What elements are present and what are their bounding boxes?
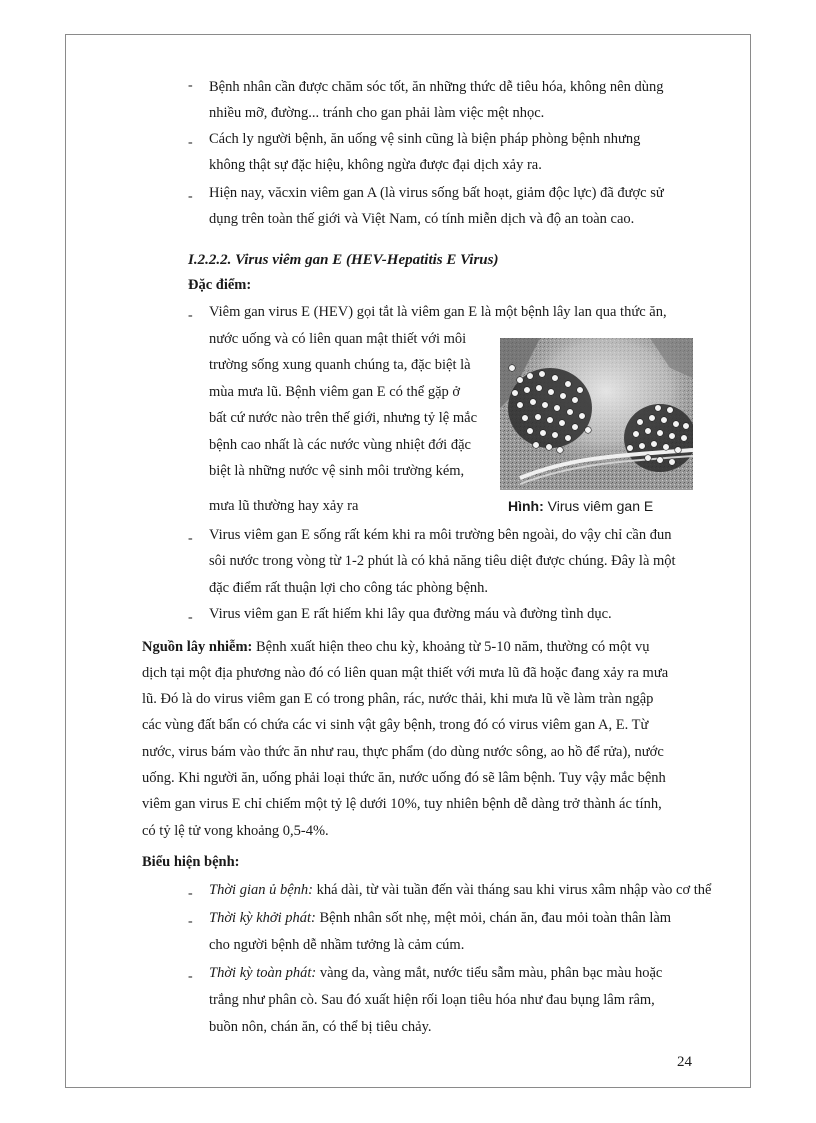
bullet-dash: - — [188, 914, 193, 929]
text-line: các vùng đất bẩn có chứa các vi sinh vật gây bệnh, trong đó có virus viêm gan A, E. Từ — [142, 717, 649, 733]
symptom-line — [209, 881, 711, 899]
source-text: Bệnh xuất hiện theo chu kỳ, khoảng từ 5-10 năm, thường có một vụ — [252, 639, 650, 655]
symptom-term: Thời kỳ toàn phát: — [209, 965, 317, 981]
symptom-term: Thời kỳ khởi phát: — [209, 910, 316, 926]
text-line: có tỷ lệ tử vong khoảng 0,5-4%. — [142, 823, 329, 839]
symptom-text: khá dài, từ vài tuần đến vài tháng sau khi virus xâm nhập vào cơ thể — [313, 882, 712, 898]
text-line: Hiện nay, văcxin viêm gan A (là virus sống bất hoạt, giảm độc lực) đã được sử — [209, 185, 664, 201]
text-line: cho người bệnh dễ nhầm tưởng là cảm cúm. — [209, 937, 465, 953]
text-line: Viêm gan virus E (HEV) gọi tắt là viêm gan E là một bệnh lây lan qua thức ăn, — [209, 304, 667, 320]
text-line: lũ. Đó là do virus viêm gan E có trong phân, rác, nước thải, khi mưa lũ về làm tràn ngập — [142, 691, 654, 707]
text-line: Bệnh nhân cần được chăm sóc tốt, ăn những thức dễ tiêu hóa, không nên dùng — [209, 79, 664, 95]
bullet-dash: - — [188, 135, 193, 150]
bullet-dash: - — [188, 531, 193, 546]
symptom-text: vàng da, vàng mắt, nước tiểu sẫm màu, phân bạc màu hoặc — [316, 965, 663, 981]
text-line: Cách ly người bệnh, ăn uống vệ sinh cũng là biện pháp phòng bệnh nhưng — [209, 131, 641, 147]
figure-caption — [508, 497, 653, 515]
text-line: trường sống xung quanh chúng ta, đặc biệt là — [209, 357, 471, 373]
text-line: đặc điểm rất thuận lợi cho công tác phòng bệnh. — [209, 580, 489, 596]
source-label: Nguồn lây nhiễm: — [142, 639, 253, 655]
text-line: sôi nước trong vòng từ 1-2 phút là có khả năng tiêu diệt được chúng. Đây là một — [209, 553, 676, 569]
features-label: Đặc điểm: — [188, 277, 252, 293]
text-line: nước, virus bám vào thức ăn như rau, thực phẩm (do dùng nước sông, ao hồ để rửa), nước — [142, 744, 664, 760]
symptom-term: Thời gian ủ bệnh: — [209, 882, 313, 898]
section-heading: I.2.2.2. Virus viêm gan E (HEV-Hepatitis E Virus) — [188, 252, 499, 268]
symptom-text: Bệnh nhân sốt nhẹ, mệt mỏi, chán ăn, đau mỏi toàn thân làm — [315, 910, 672, 926]
text-line: dụng trên toàn thế giới và Việt Nam, có tính miễn dịch và độ an toàn cao. — [209, 211, 635, 227]
text-line: bệnh cao nhất là các nước vùng nhiệt đới đặc — [209, 437, 471, 453]
text-line: Virus viêm gan E sống rất kém khi ra môi trường bên ngoài, do vậy chỉ cần đun — [209, 527, 672, 543]
bullet-dash: - — [188, 189, 193, 204]
bullet-dash: - — [188, 969, 193, 984]
symptoms-label: Biểu hiện bệnh: — [142, 854, 240, 870]
text-line: trắng như phân cò. Sau đó xuất hiện rối loạn tiêu hóa như đau bụng lâm râm, — [209, 992, 655, 1008]
bullet-dash: - — [188, 308, 193, 323]
text-line: viêm gan virus E chỉ chiếm một tỷ lệ dưới 10%, tuy nhiên bệnh dễ dàng trở thành ác tính, — [142, 796, 662, 812]
text-line: bất cứ nước nào trên thế giới, nhưng tỷ lệ mắc — [209, 410, 478, 426]
symptom-line — [209, 909, 671, 927]
symptom-line — [209, 964, 662, 982]
text-line: mưa lũ thường hay xảy ra — [209, 498, 359, 514]
caption-text: Virus viêm gan E — [543, 498, 654, 514]
text-line: uống. Khi người ăn, uống phải loại thức ăn, nước uống đó sẽ lâm bệnh. Tuy vậy mắc bệnh — [142, 770, 666, 786]
virus-micrograph — [500, 338, 693, 490]
text-line: dịch tại một địa phương nào đó có liên quan mật thiết với mưa lũ đã hoặc đang xảy ra mưa — [142, 665, 669, 681]
bullet-dash: - — [188, 886, 193, 901]
text-line: biệt là những nước vệ sinh môi trường kém, — [209, 463, 465, 479]
bullet-dash: - — [188, 610, 193, 625]
text-line: buồn nôn, chán ăn, có thể bị tiêu chảy. — [209, 1019, 432, 1035]
page-number: 24 — [677, 1054, 692, 1070]
caption-label: Hình: — [508, 498, 544, 514]
text-line: Virus viêm gan E rất hiếm khi lây qua đường máu và đường tình dục. — [209, 606, 612, 622]
bullet-dash: - — [188, 78, 193, 93]
text-line: không thật sự đặc hiệu, không ngừa được đại dịch xảy ra. — [209, 157, 542, 173]
source-paragraph-line — [142, 638, 650, 656]
text-line: nước uống và có liên quan mật thiết với môi — [209, 331, 467, 347]
text-line: nhiều mỡ, đường... tránh cho gan phải làm việc mệt nhọc. — [209, 105, 545, 121]
text-line: mùa mưa lũ. Bệnh viêm gan E có thể gặp ở — [209, 384, 461, 400]
